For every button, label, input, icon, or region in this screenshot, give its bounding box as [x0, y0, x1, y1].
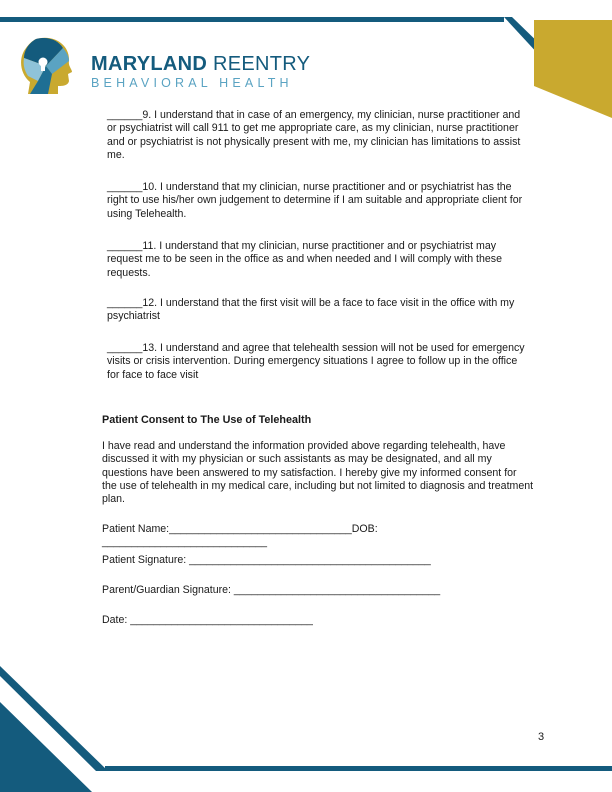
brand-head-logo-icon: [18, 36, 74, 96]
acknowledgement-item-11: ______11. I understand that my clinician, nurse practitioner and or psychiatrist may request me to be seen in the office as and when needed and I will comply with these requests.: [107, 240, 502, 279]
page-number: 3: [538, 731, 545, 743]
acknowledgement-item-9: ______9. I understand that in case of an emergency, my clinician, nurse practitioner and or psychiatrist will call 911 to get me appropriate care, as my clinician, nurse practitioner and or psychiatrist is not physically present with me, my clinician has limitations to assist me.: [107, 109, 521, 161]
acknowledgement-item-12: ______12. I understand that the first visit will be a face to face visit in the office with my psychiatrist: [107, 297, 515, 323]
guardian-signature-field: Parent/Guardian Signature: ___________________________________: [102, 584, 441, 596]
consent-paragraph: I have read and understand the information provided above regarding telehealth, have discussed it with my physician or such assistants as may be designated, and all my questions have been answered to my satisfaction. I hereby give my informed consent for the use of telehealth in my medical care, including but not limited to diagnosis and treatment plan.: [102, 440, 534, 506]
brand-name: [91, 53, 310, 76]
brand-name-bold: MARYLAND: [91, 53, 208, 75]
patient-name-dob-field: Patient Name:_______________________________DOB: ____________________________: [102, 523, 378, 549]
brand-name-light: REENTRY: [212, 53, 311, 75]
date-field: Date: _______________________________: [102, 614, 313, 626]
patient-signature-field: Patient Signature: _________________________________________: [102, 554, 431, 566]
consent-heading: Patient Consent to The Use of Telehealth: [102, 414, 312, 426]
acknowledgement-item-10: ______10. I understand that my clinician, nurse practitioner and or psychiatrist has the right to use his/her own judgement to determine if I am suitable and appropriate client for using Telehealth.: [107, 181, 523, 220]
acknowledgement-item-13: ______13. I understand and agree that telehealth session will not be used for emergency visits or crisis intervention. During emergency situations I agree to follow up in the office for face to face visit: [107, 342, 525, 381]
brand-subtitle: BEHAVIORAL HEALTH: [91, 76, 293, 90]
